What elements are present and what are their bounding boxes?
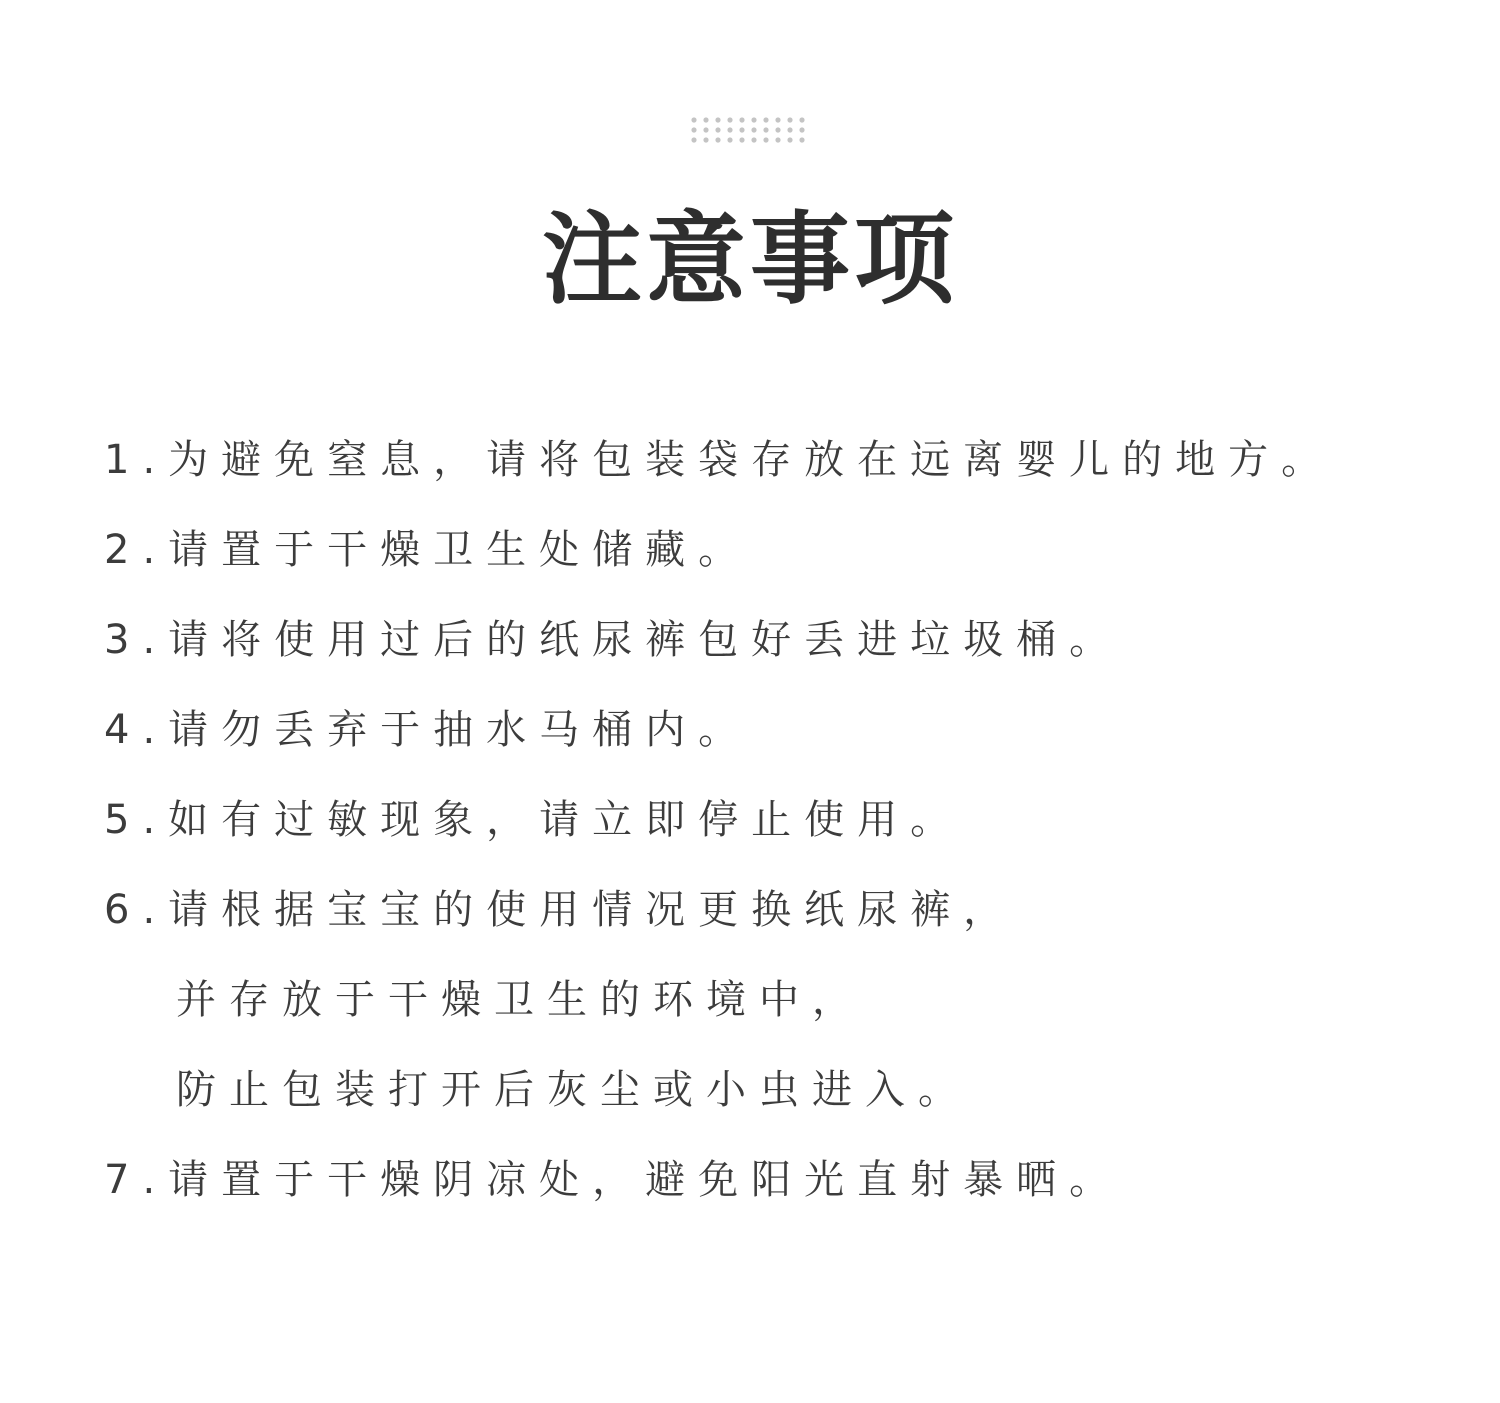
note-item-6-continuation-2: 防止包装打开后灰尘或小虫进入。 xyxy=(176,1067,971,1113)
note-item-3: 3.请将使用过后的纸尿裤包好丢进垃圾桶。 xyxy=(104,617,1123,663)
note-item-6-continuation-1: 并存放于干燥卫生的环境中， xyxy=(176,977,865,1023)
note-item-2: 2.请置于干燥卫生处储藏。 xyxy=(104,527,752,573)
note-item-4: 4.请勿丢弃于抽水马桶内。 xyxy=(104,707,752,753)
note-item-6: 6.请根据宝宝的使用情况更换纸尿裤， xyxy=(104,887,1017,933)
note-item-5: 5.如有过敏现象，请立即停止使用。 xyxy=(104,797,964,843)
note-item-7: 7.请置于干燥阴凉处，避免阳光直射暴晒。 xyxy=(104,1157,1123,1203)
note-item-1: 1.为避免窒息，请将包装袋存放在远离婴儿的地方。 xyxy=(104,437,1335,483)
page-title: 注意事项 xyxy=(542,201,958,318)
notes-list xyxy=(104,415,1484,1225)
decorative-dot-grid xyxy=(690,116,810,144)
